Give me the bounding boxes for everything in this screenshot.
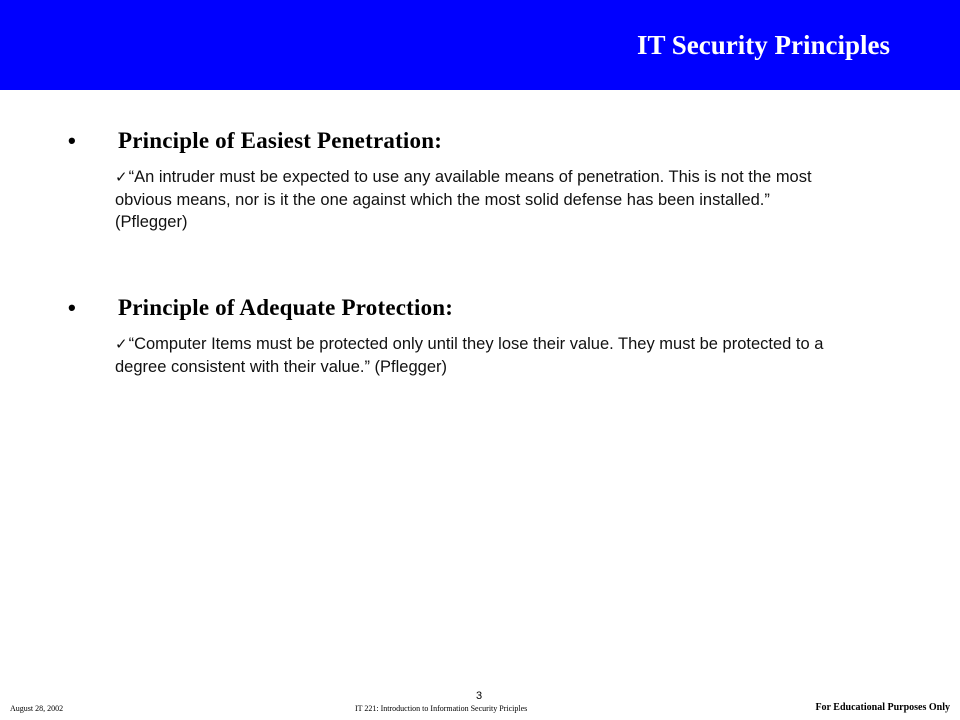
- principle-heading: Principle of Easiest Penetration:: [118, 128, 443, 153]
- page-number: 3: [476, 690, 483, 702]
- footer-course-title: IT 221: Introduction to Information Security Priciples: [355, 704, 528, 713]
- footer-notice: For Educational Purposes Only: [815, 702, 950, 713]
- principle-heading: Principle of Adequate Protection:: [118, 295, 454, 320]
- principle-quote: [115, 166, 845, 233]
- checkmark-icon: ✓: [115, 336, 128, 353]
- checkmark-icon: ✓: [115, 169, 128, 186]
- footer-date: August 28, 2002: [10, 704, 64, 713]
- quote-text: “An intruder must be expected to use any available means of penetration. This is not the most obvious means, nor is it the one against which the most solid defense has been installed.” (Pflegger): [115, 168, 812, 231]
- principle-section-1: [68, 128, 868, 233]
- slide-title: IT Security Principles: [637, 30, 890, 60]
- bullet-icon: •: [68, 295, 76, 320]
- title-bar: [0, 0, 960, 90]
- bullet-icon: •: [68, 128, 76, 153]
- quote-text: “Computer Items must be protected only until they lose their value. They must be protected to a degree consistent with their value.” (Pflegger): [115, 335, 824, 376]
- principle-section-2: [68, 295, 868, 378]
- principle-quote: [115, 333, 845, 378]
